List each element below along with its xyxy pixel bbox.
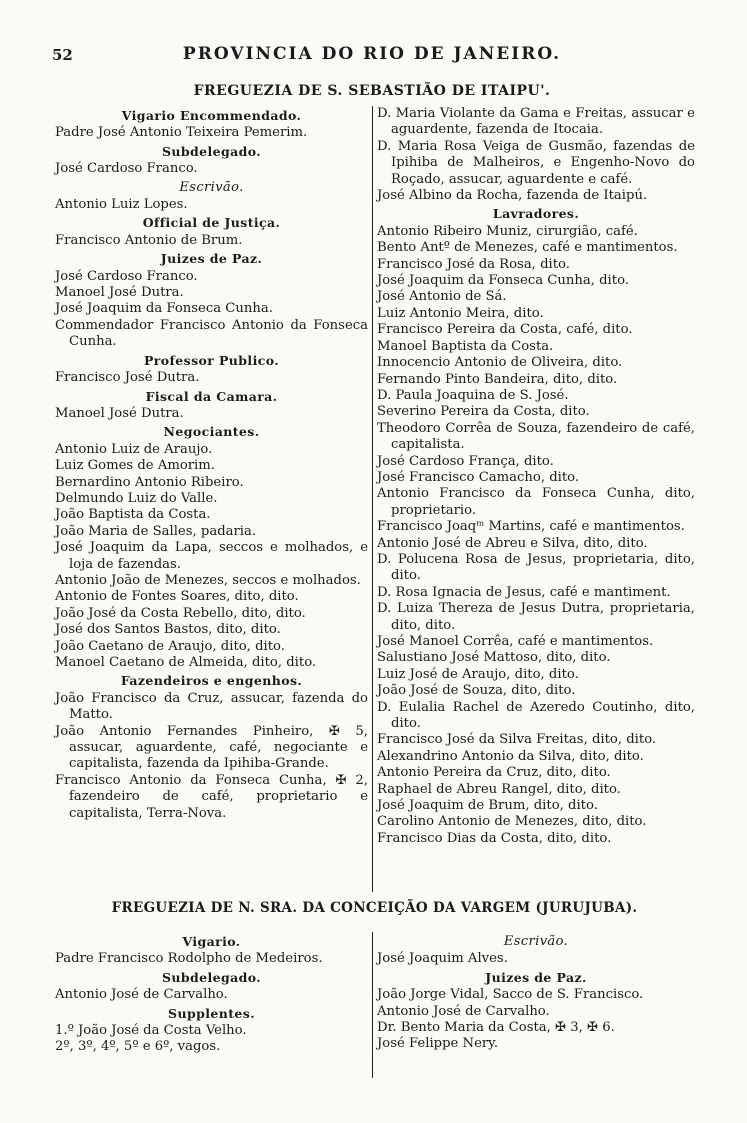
directory-entry: Theodoro Corrêa de Souza, fazendeiro de café, capitalista. [377, 420, 695, 453]
category-heading: Escrivão. [503, 934, 569, 949]
directory-entry: Antonio Francisco da Fonseca Cunha, dito, proprietario. [377, 486, 695, 518]
directory-entry: Manoel Caetano de Almeida, dito, dito. [55, 655, 317, 670]
directory-entry: João Francisco da Cruz, assucar, fazenda do Matto. [55, 690, 368, 723]
directory-entry: João Caetano de Araujo, dito, dito. [55, 638, 285, 654]
directory-entry: Delmundo Luiz do Valle. [55, 490, 218, 506]
directory-entry: D. Maria Violante da Gama e Freitas, assucar e aguardente, fazenda de Itocaia. [377, 106, 695, 138]
directory-entry: Antonio Pereira da Cruz, dito, dito. [377, 765, 611, 781]
directory-entry: Antonio José de Abreu e Silva, dito, dito. [377, 535, 648, 551]
directory-entry: João José da Costa Rebello, dito, dito. [55, 605, 306, 621]
directory-entry: Francisco Antonio de Brum. [55, 232, 243, 248]
directory-entry: Francisco José Dutra. [55, 370, 200, 386]
directory-entry: José Francisco Camacho, dito. [377, 469, 580, 485]
directory-entry: João Antonio Fernandes Pinheiro, ✠ 5, assucar, aguardente, café, negociante e capitalista, fazenda da Ipihiba-Grande. [55, 723, 368, 772]
directory-entry: José Joaquim da Fonseca Cunha. [55, 301, 273, 317]
category-heading: Escrivão. [179, 179, 244, 195]
directory-entry: Dr. Bento Maria da Costa, ✠ 3, ✠ 6. [377, 1020, 615, 1036]
section-title-itaipu: FREGUEZIA DE S. SEBASTIÃO DE ITAIPU'. [193, 83, 551, 99]
directory-entry: D. Luiza Thereza de Jesus Dutra, proprietaria, dito, dito. [377, 601, 695, 633]
directory-entry: José Felippe Nery. [377, 1036, 499, 1052]
directory-entry: José Joaquim da Lapa, seccos e molhados, e loja de fazendas. [55, 540, 368, 572]
directory-entry: Luiz Antonio Meira, dito. [377, 305, 544, 321]
directory-entry: Antonio João de Menezes, seccos e molhados. [55, 572, 361, 588]
page-number: 52 [52, 46, 73, 64]
page-header [52, 40, 692, 70]
directory-entry: Francisco Joaqᵐ Martins, café e mantimentos. [377, 519, 685, 535]
directory-entry: D. Paula Joaquina de S. José. [377, 387, 569, 403]
category-heading: Vigario. [182, 934, 241, 949]
directory-entry: Francisco Antonio da Fonseca Cunha, ✠ 2, fazendeiro de café, proprietario e capitalista, Terra-Nova. [55, 772, 368, 821]
right-column [372, 106, 695, 892]
category-heading: Vigario Encommendado. [121, 108, 302, 123]
directory-entry: Fernando Pinto Bandeira, dito, dito. [377, 371, 618, 387]
directory-entry: José Antonio de Sá. [377, 289, 507, 305]
directory-entry: Severino Pereira da Costa, dito. [377, 404, 590, 420]
directory-entry: José Joaquim da Fonseca Cunha, dito. [377, 273, 629, 289]
category-heading: Negociantes. [163, 424, 260, 440]
directory-entry: João José de Souza, dito, dito. [377, 683, 576, 699]
section-jurujuba-columns [55, 932, 695, 1078]
category-heading: Professor Publico. [143, 352, 279, 368]
directory-entry: Antonio Ribeiro Muniz, cirurgião, café. [377, 223, 638, 239]
directory-entry: José Cardoso Franco. [55, 161, 198, 177]
directory-entry: Salustiano José Mattoso, dito, dito. [377, 650, 611, 666]
category-heading: Official de Justiça. [142, 215, 281, 231]
directory-entry: João Maria de Salles, padaria. [55, 523, 257, 539]
directory-entry: 1.º João José da Costa Velho. [55, 1023, 247, 1039]
category-heading: Fiscal da Camara. [145, 388, 278, 404]
category-heading: Juizes de Paz. [485, 969, 587, 985]
directory-entry: Antonio Luiz de Araujo. [55, 441, 213, 457]
directory-entry: Antonio de Fontes Soares, dito, dito. [55, 589, 299, 605]
directory-entry: José Cardoso França, dito. [377, 453, 554, 469]
directory-entry: José Joaquim de Brum, dito, dito. [377, 798, 598, 814]
directory-entry: Innocencio Antonio de Oliveira, dito. [377, 355, 623, 371]
category-heading: Subdelegado. [161, 143, 262, 159]
directory-entry: Manoel José Dutra. [55, 285, 184, 301]
section-title-jurujuba: FREGUEZIA DE N. SRA. DA CONCEIÇÃO DA VARGEM (JURUJUBA). [111, 900, 638, 916]
section-itaipu-columns [55, 106, 695, 892]
directory-entry: Carolino Antonio de Menezes, dito, dito. [377, 814, 647, 830]
directory-entry: Francisco José da Silva Freitas, dito, dito. [377, 732, 657, 748]
directory-entry: Antonio José de Carvalho. [55, 987, 228, 1003]
directory-entry: Francisco Pereira da Costa, café, dito. [377, 322, 633, 338]
directory-entry: José dos Santos Bastos, dito, dito. [55, 622, 281, 638]
category-heading: Lavradores. [492, 206, 580, 222]
directory-entry: Antonio José de Carvalho. [377, 1003, 550, 1019]
directory-entry: D. Maria Rosa Veiga de Gusmão, fazendas de Ipihiba de Malheiros, e Engenho-Novo do Roçado, assucar, aguardente e café. [377, 138, 695, 187]
category-heading: Subdelegado. [161, 969, 262, 985]
directory-entry: Padre Francisco Rodolpho de Medeiros. [55, 951, 323, 967]
left-column [55, 932, 372, 1078]
directory-entry: José Joaquim Alves. [377, 951, 508, 967]
directory-entry: Padre José Antonio Teixeira Pemerim. [55, 125, 308, 141]
category-heading: Juizes de Paz. [160, 251, 263, 267]
directory-entry: D. Eulalia Rachel de Azeredo Coutinho, dito, dito. [377, 699, 695, 732]
directory-entry: João Jorge Vidal, Sacco de S. Francisco. [377, 987, 644, 1003]
left-column [55, 106, 372, 892]
directory-entry: Manoel Baptista da Costa. [377, 338, 554, 354]
directory-entry: Alexandrino Antonio da Silva, dito, dito. [377, 748, 644, 764]
directory-entry: D. Rosa Ignacia de Jesus, café e mantiment. [377, 584, 671, 600]
category-heading: Fazendeiros e engenhos. [120, 673, 303, 689]
directory-entry: Luiz José de Araujo, dito, dito. [377, 666, 579, 682]
directory-entry: José Manoel Corrêa, café e mantimentos. [377, 634, 654, 649]
directory-entry: 2º, 3º, 4º, 5º e 6º, vagos. [55, 1039, 221, 1055]
directory-entry: Francisco José da Rosa, dito. [377, 256, 570, 272]
right-column [372, 932, 695, 1078]
directory-entry: João Baptista da Costa. [55, 507, 211, 523]
directory-entry: Raphael de Abreu Rangel, dito, dito. [377, 781, 621, 797]
directory-entry: José Albino da Rocha, fazenda de Itaipú. [377, 188, 648, 204]
directory-entry: Luiz Gomes de Amorim. [55, 458, 215, 474]
directory-entry: D. Polucena Rosa de Jesus, proprietaria, dito, dito. [377, 551, 695, 584]
directory-entry: Commendador Francisco Antonio da Fonseca Cunha. [55, 317, 368, 350]
running-title: PROVINCIA DO RIO DE JANEIRO. [182, 44, 562, 64]
category-heading: Supplentes. [168, 1005, 255, 1021]
directory-entry: Bernardino Antonio Ribeiro. [55, 474, 244, 490]
directory-entry: Manoel José Dutra. [55, 405, 184, 421]
directory-entry: Francisco Dias da Costa, dito, dito. [377, 830, 612, 846]
directory-entry: Bento Antº de Menezes, café e mantimentos. [377, 240, 678, 256]
directory-entry: Antonio Luiz Lopes. [55, 197, 188, 213]
directory-entry: José Cardoso Franco. [55, 268, 198, 284]
